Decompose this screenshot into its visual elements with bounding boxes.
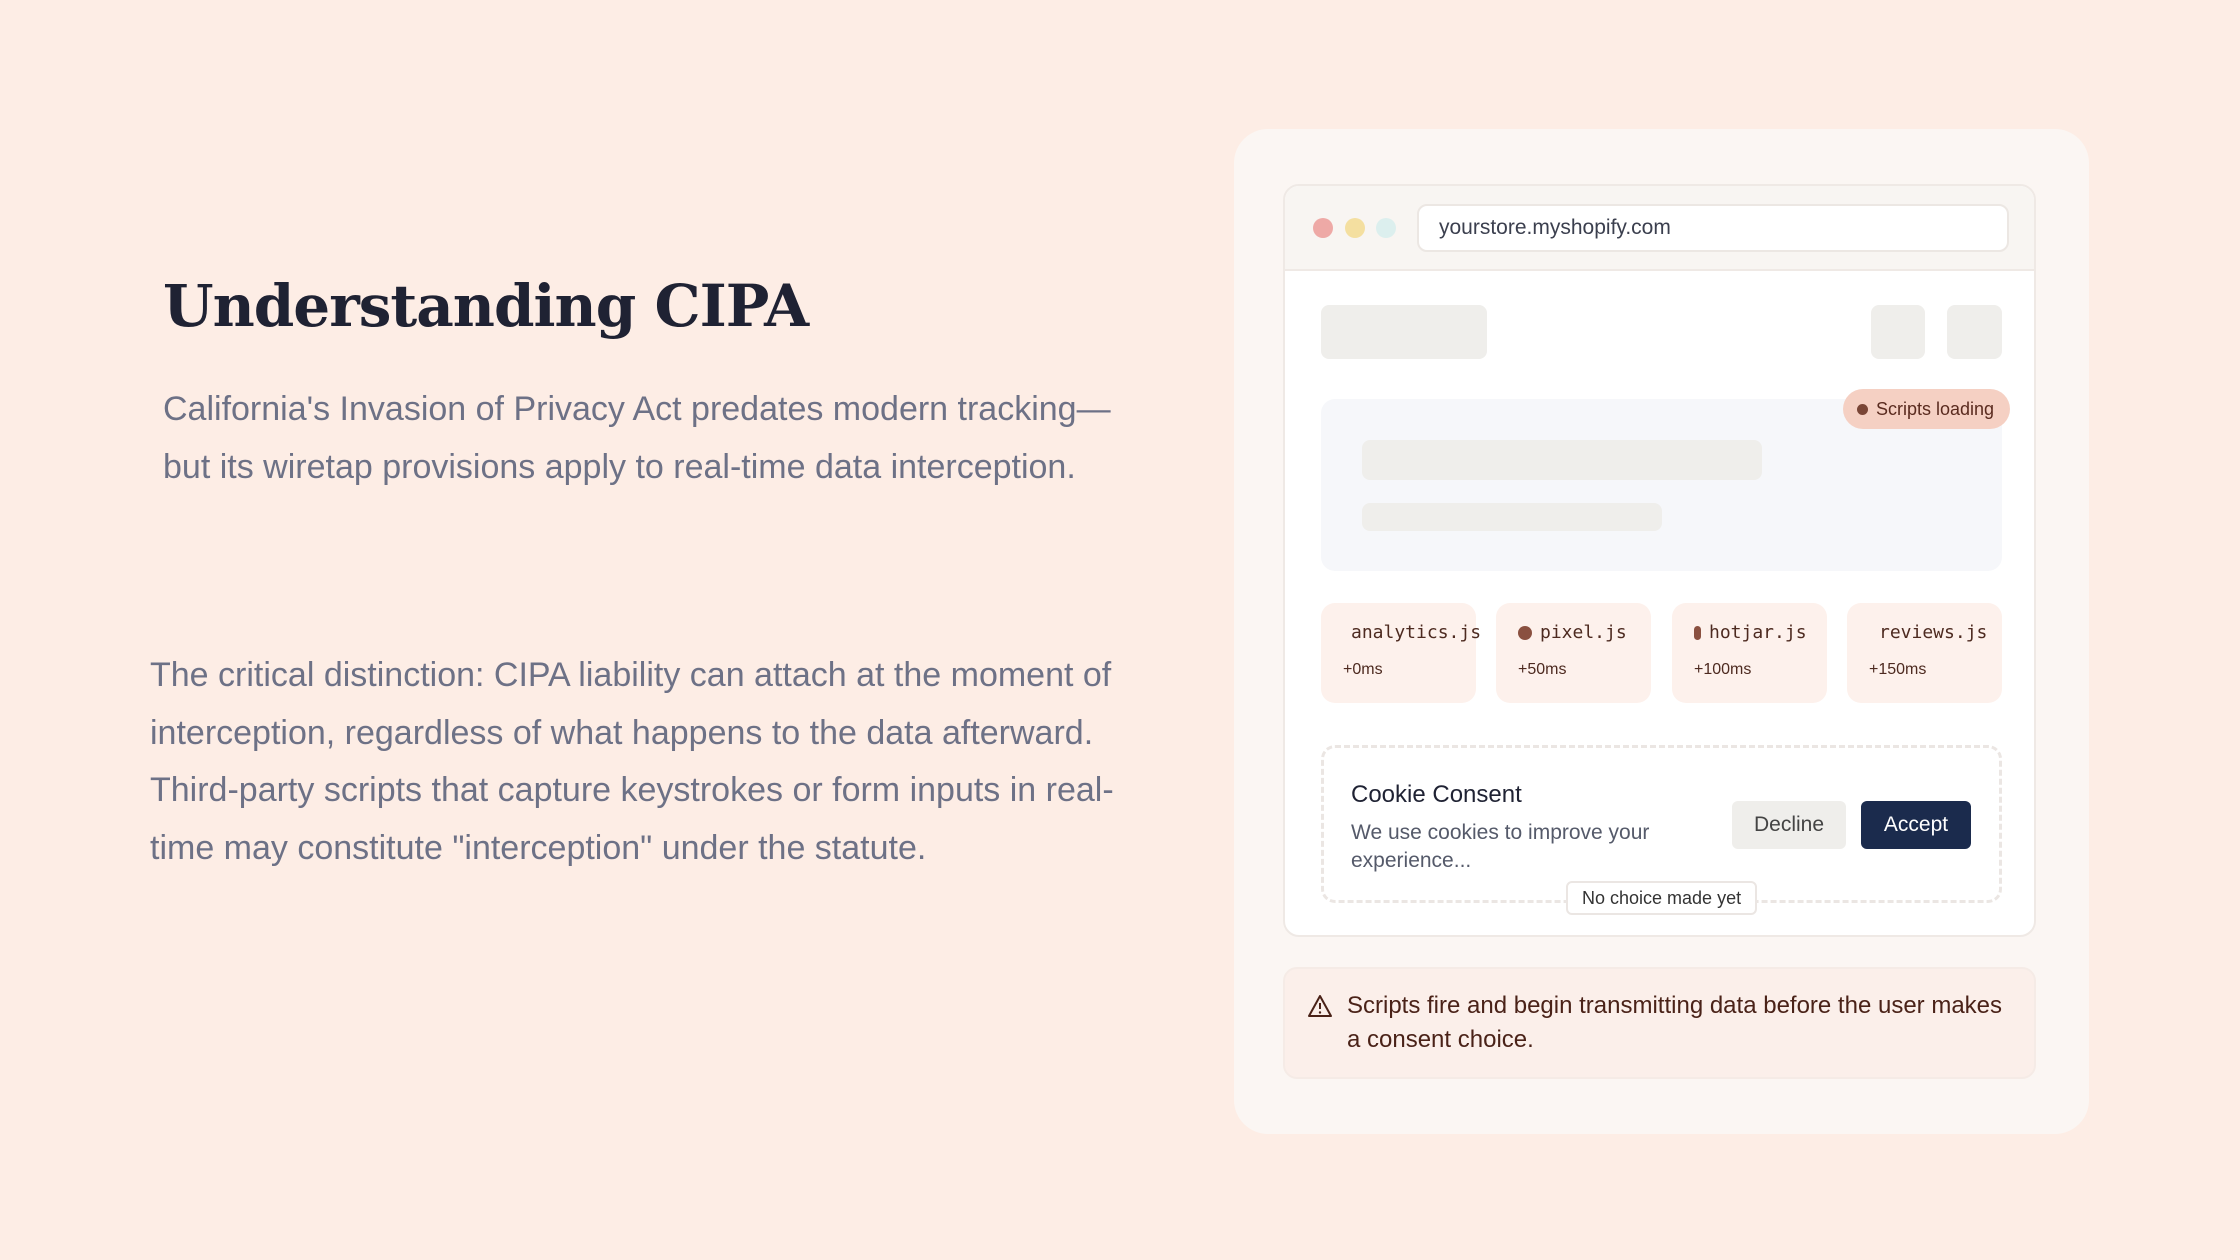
script-time: +0ms — [1343, 661, 1383, 678]
browser-toolbar — [1285, 186, 2034, 271]
consent-status-chip: No choice made yet — [1566, 881, 1757, 915]
badge-label: Scripts loading — [1876, 398, 1995, 419]
script-time: +50ms — [1518, 661, 1567, 678]
skeleton-icon — [1871, 305, 1925, 359]
status-dot-icon — [1694, 626, 1701, 640]
script-card — [1321, 603, 1482, 703]
script-name: reviews.js — [1879, 622, 1988, 643]
scripts-loading-badge — [1843, 389, 2010, 429]
cookie-consent-banner — [1321, 745, 2002, 908]
warning-text: Scripts fire and begin transmitting data before the user makes a consent choice. — [1347, 992, 2003, 1053]
minimize-dot-icon — [1345, 218, 1365, 238]
close-dot-icon — [1313, 218, 1333, 238]
skeleton-line — [1362, 503, 1662, 531]
script-card — [1847, 603, 2002, 703]
consent-text: We use cookies to improve your experience... — [1351, 821, 1650, 872]
skeleton-icon — [1947, 305, 2002, 359]
warning-triangle-icon — [1307, 994, 1333, 1023]
script-card — [1672, 603, 1827, 703]
skeleton-line — [1362, 440, 1762, 480]
address-bar[interactable]: yourstore.myshopify.com — [1417, 204, 2009, 252]
status-dot-icon — [1518, 626, 1532, 640]
illustration-panel — [1234, 129, 2089, 1134]
consent-title: Cookie Consent — [1351, 781, 1522, 808]
script-card — [1496, 603, 1651, 703]
skeleton-logo — [1321, 305, 1487, 359]
intro-paragraph: California's Invasion of Privacy Act predates modern tracking—but its wiretap provisions apply to real-time data interception. — [163, 390, 1111, 486]
body-paragraph: The critical distinction: CIPA liability can attach at the moment of interception, regardless of what happens to the data afterward. Third-party scripts that capture keystrokes or form inputs in real-time may constitute "interception" under the statute. — [150, 656, 1114, 867]
script-time: +100ms — [1694, 661, 1752, 678]
browser-mockup — [1283, 184, 2036, 937]
page-title: Understanding CIPA — [163, 272, 809, 340]
script-name: hotjar.js — [1709, 622, 1807, 643]
decline-button[interactable]: Decline — [1732, 801, 1846, 849]
status-dot-icon — [1857, 404, 1868, 415]
maximize-dot-icon — [1376, 218, 1396, 238]
script-name: pixel.js — [1540, 622, 1627, 643]
script-time: +150ms — [1869, 661, 1927, 678]
accept-button[interactable]: Accept — [1861, 801, 1971, 849]
script-name: analytics.js — [1351, 622, 1482, 643]
warning-callout — [1283, 967, 2036, 1079]
